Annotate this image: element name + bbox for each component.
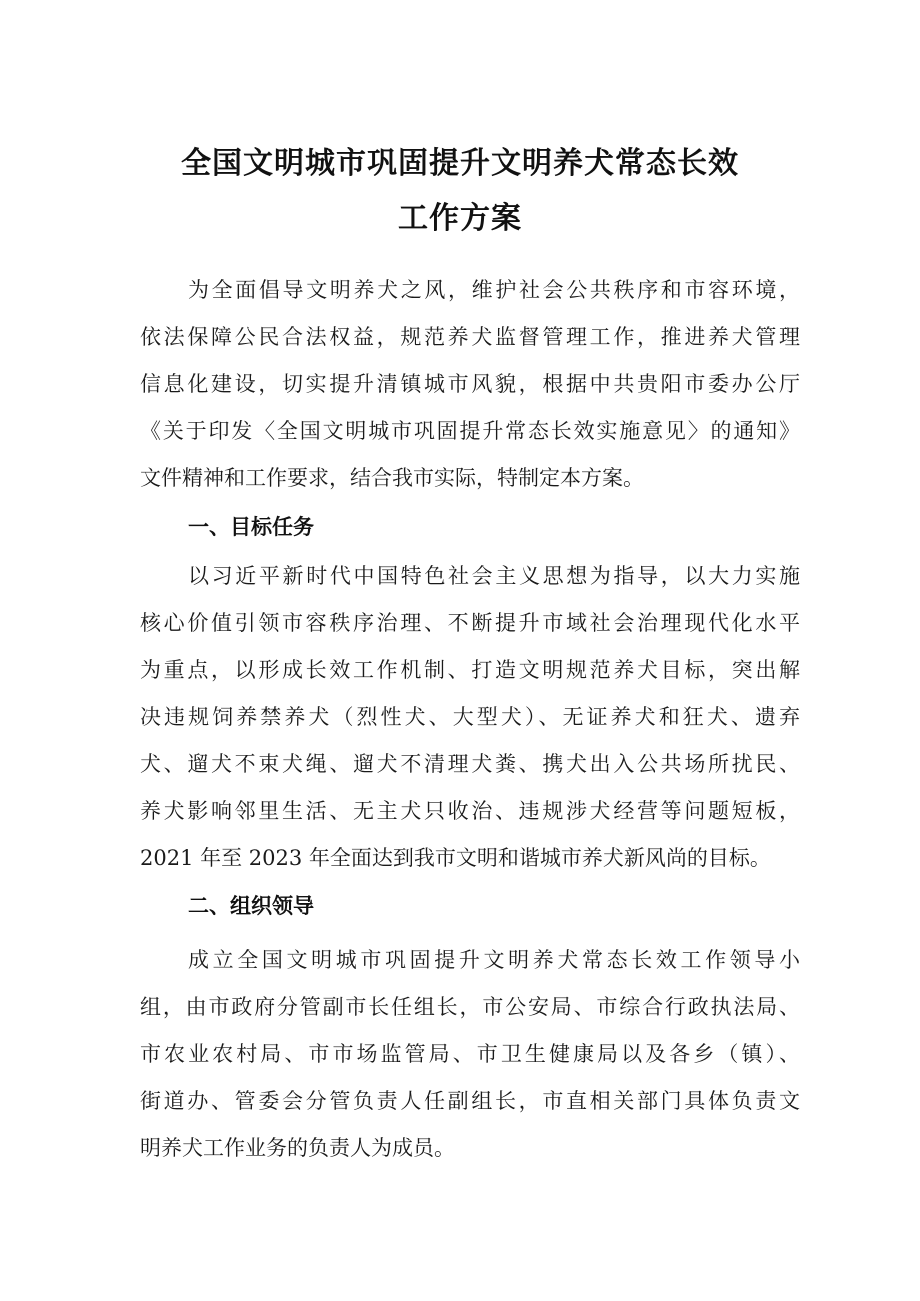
section2-line: 街道办、管委会分管负责人任副组长，市直相关部门具体负责文: [140, 1089, 800, 1113]
intro-line: 依法保障公民合法权益，规范养犬监督管理工作，推进养犬管理: [140, 325, 800, 349]
intro-line: 为全面倡导文明养犬之风，维护社会公共秩序和市容环境，: [188, 278, 800, 302]
section1-line: 为重点，以形成长效工作机制、打造文明规范养犬目标，突出解: [140, 658, 800, 682]
section-heading-organization: 二、组织领导: [188, 894, 314, 918]
section1-line: 2021 年至 2023 年全面达到我市文明和谐城市养犬新风尚的目标。: [140, 846, 771, 870]
section1-line: 犬、遛犬不束犬绳、遛犬不清理犬粪、携犬出入公共场所扰民、: [140, 752, 800, 776]
intro-line: 《关于印发〈全国文明城市巩固提升常态长效实施意见〉的通知》: [140, 419, 800, 443]
section2-line: 组，由市政府分管副市长任组长，市公安局、市综合行政执法局、: [140, 995, 800, 1019]
document-title-line-1: 全国文明城市巩固提升文明养犬常态长效: [181, 146, 739, 181]
section1-line: 以习近平新时代中国特色社会主义思想为指导，以大力实施: [188, 564, 800, 588]
section1-line: 核心价值引领市容秩序治理、不断提升市域社会治理现代化水平: [140, 611, 800, 635]
section2-line: 成立全国文明城市巩固提升文明养犬常态长效工作领导小: [188, 948, 800, 972]
document-title-line-2: 工作方案: [398, 201, 522, 236]
section-heading-goals: 一、目标任务: [188, 515, 314, 539]
intro-line: 文件精神和工作要求，结合我市实际，特制定本方案。: [140, 466, 644, 490]
section1-line: 养犬影响邻里生活、无主犬只收治、违规涉犬经营等问题短板，: [140, 799, 800, 823]
section2-line: 明养犬工作业务的负责人为成员。: [140, 1136, 455, 1160]
section2-line: 市农业农村局、市市场监管局、市卫生健康局以及各乡（镇）、: [140, 1042, 800, 1066]
intro-line: 信息化建设，切实提升清镇城市风貌，根据中共贵阳市委办公厅: [140, 372, 800, 396]
section1-line: 决违规饲养禁养犬（烈性犬、大型犬）、无证养犬和狂犬、遗弃: [140, 705, 800, 729]
